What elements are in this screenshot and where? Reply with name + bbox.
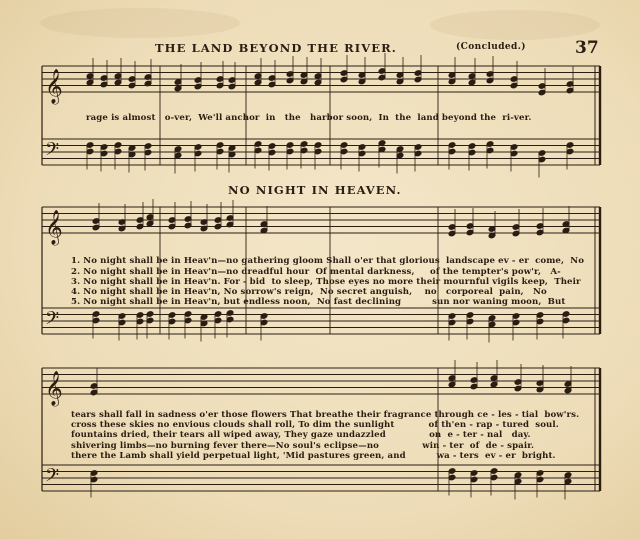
clef-symbol: 𝄞 bbox=[45, 69, 63, 104]
verse-line: 5. No night shall be in Heav'n, but endless noon, No fast declining sun nor waning moon, But bbox=[71, 297, 566, 307]
first-song-lyric: rage is almost o-ver, We'll anchor in the harbor soon, In the land beyond the ri-ver. bbox=[86, 113, 532, 123]
clef-symbol: 𝄢 bbox=[45, 465, 60, 491]
verse-line: tears shall fall in sadness o'er those flowers That breathe their fragrance through ce - les - tial bow'rs. bbox=[71, 410, 580, 420]
clef-symbol: 𝄢 bbox=[45, 139, 60, 165]
verse-line: cross these skies no envious clouds shall roll, To dim the sunlight of th'en - rap - tured soul. bbox=[71, 420, 559, 430]
song-title: NO NIGHT IN HEAVEN. bbox=[228, 183, 402, 197]
verse-line: there the Lamb shall yield perpetual light, 'Mid pastures green, and wa - ters ev - er bright. bbox=[71, 451, 556, 461]
clef-symbol: 𝄞 bbox=[45, 371, 63, 406]
clef-symbol: 𝄢 bbox=[45, 308, 60, 334]
verse-line: shivering limbs—no burning fever there—No soul's eclipse—no win - ter of de - spair. bbox=[71, 441, 535, 451]
page-number: 37 bbox=[575, 38, 599, 58]
verse-line: 3. No night shall be in Heav'n. For - bid to sleep, Those eyes no more their mournful vigils keep, Their bbox=[71, 277, 581, 287]
verse-line: 4. No night shall be in Heav'n, No sorrow's reign, No secret anguish, no corporeal pain, No bbox=[71, 287, 547, 297]
page-title: THE LAND BEYOND THE RIVER. bbox=[155, 41, 397, 55]
concluded-note: (Concluded.) bbox=[456, 42, 526, 52]
verse-line: 1. No night shall be in Heav'n—no gathering gloom Shall o'er that glorious landscape ev - er come, No bbox=[71, 256, 585, 266]
verse-line: fountains dried, their tears all wiped away, They gaze undazzled on e - ter - nal day. bbox=[71, 430, 531, 440]
clef-symbol: 𝄞 bbox=[45, 210, 63, 245]
verse-line: 2. No night shall be in Heav'n—no dreadful hour Of mental darkness, of the tempter's pow'r, A- bbox=[71, 267, 561, 277]
